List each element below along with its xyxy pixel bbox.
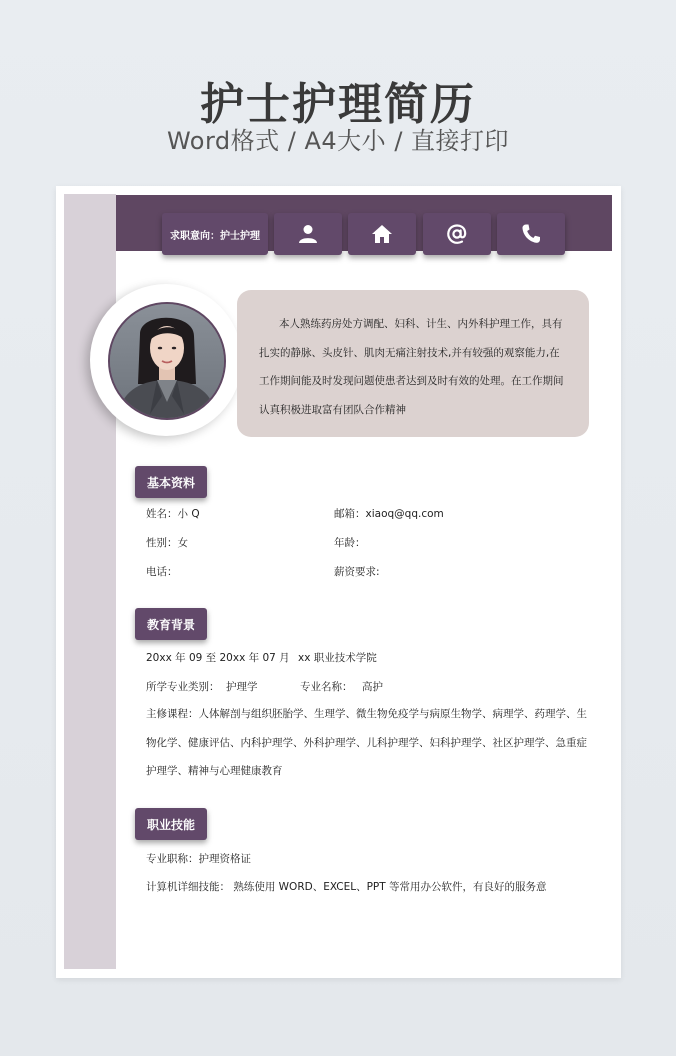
page-subtitle: Word格式 / A4大小 / 直接打印 [166, 127, 510, 155]
profile-photo [108, 302, 226, 420]
major-name-value: 高护 [362, 681, 383, 693]
job-intent-tab: 求职意向：护士护理 [162, 213, 268, 255]
basic-info-heading: 基本资料 [135, 466, 207, 498]
major-category-value: 护理学 [226, 681, 258, 693]
phone-icon [519, 222, 543, 246]
phone-field: 电话： [146, 566, 178, 578]
education-school: xx 职业技术学院 [298, 652, 377, 664]
computer-skills-field: 计算机详细技能： 熟练使用 WORD、EXCEL、PPT 等常用办公软件，有良好的服务意 [146, 881, 547, 893]
major-name-label: 专业名称： [300, 681, 353, 693]
person-tab [274, 213, 342, 255]
resume-paper [56, 186, 621, 978]
salary-field: 薪资要求: [334, 566, 380, 578]
certificate-field: 专业职称：护理资格证 [146, 853, 251, 865]
home-icon [370, 222, 394, 246]
gender-field: 性别：女 [146, 537, 188, 549]
self-summary-box [237, 290, 589, 437]
phone-tab [497, 213, 565, 255]
at-icon [445, 222, 469, 246]
major-category-label: 所学专业类别： [146, 681, 220, 693]
education-period: 20xx 年 09 至 20xx 年 07 月 [146, 652, 290, 664]
education-heading: 教育背景 [135, 608, 207, 640]
email-tab [423, 213, 491, 255]
name-field: 姓名：小 Q [146, 508, 200, 520]
skills-heading: 职业技能 [135, 808, 207, 840]
person-icon [296, 222, 320, 246]
page-title: 护士护理简历 [200, 79, 476, 130]
self-summary-text: 本人熟练药房处方调配、妇科、计生、内外科护理工作，具有扎实的静脉、头皮针、肌肉无痛注射技术,并有较强的观察能力,在工作期间能及时发现问题使患者达到及时有效的处理。在工作期间认真积极进取富有团队合作精神 [259, 318, 564, 416]
courses-text: 主修课程：人体解剖与组织胚胎学、生理学、微生物免疫学与病原生物学、病理学、药理学、生物化学、健康评估、内科护理学、外科护理学、儿科护理学、妇科护理学、社区护理学、急重症护理学、精神与心理健康教育 [146, 708, 587, 777]
email-field: 邮箱：xiaoq@qq.com [334, 508, 444, 520]
age-field: 年龄： [334, 537, 366, 549]
home-tab [348, 213, 416, 255]
